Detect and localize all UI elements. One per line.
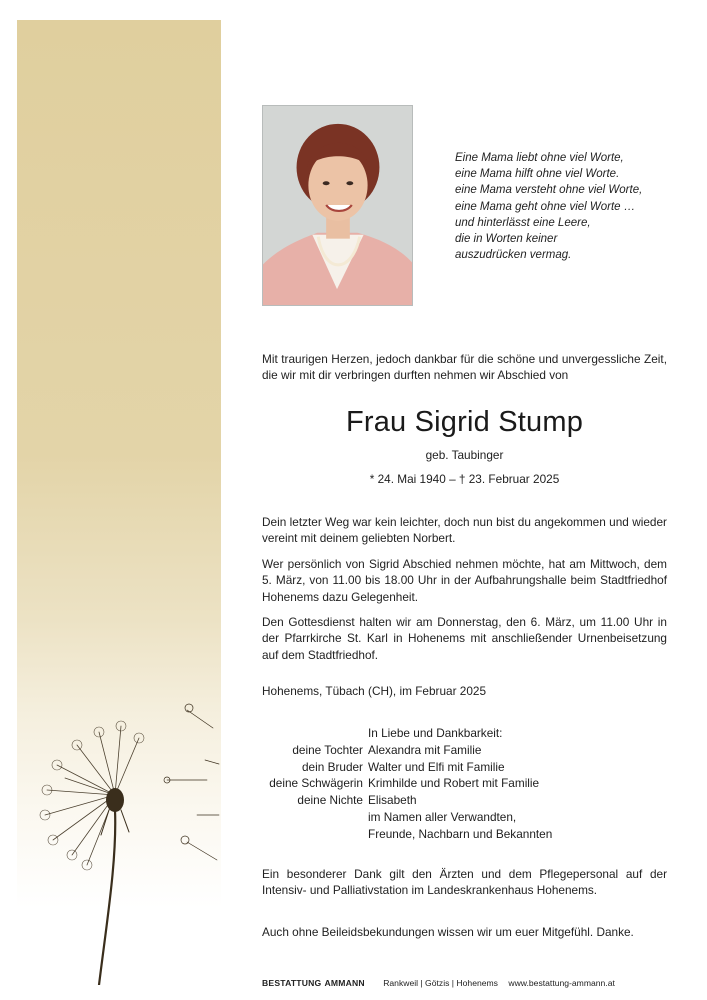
mourner-names: Freunde, Nachbarn und Bekannten	[368, 826, 553, 841]
poem-line: und hinterlässt eine Leere,	[455, 216, 591, 229]
mourner-row	[262, 792, 667, 809]
paragraph-viewing: Wer persönlich von Sigrid Abschied nehmen möchte, hat am Mittwoch, dem 5. März, von 11.00 bis 18.00 Uhr in der Aufbahrungshalle beim Stadtfriedhof Hohenems dazu Gelegenheit.	[262, 557, 667, 604]
mourner-row	[262, 759, 667, 776]
poem-line: eine Mama versteht ohne viel Worte,	[455, 184, 643, 197]
mourner-relation: deine Nichte	[297, 793, 363, 808]
dandelion-illustration	[17, 20, 221, 985]
mourner-row	[262, 809, 667, 826]
paragraph-service: Den Gottesdienst halten wir am Donnerstag, den 6. März, um 11.00 Uhr in der Pfarrkirche St. Karl in Hohenems mit anschließender Urnenbeisetzung auf dem Stadtfriedhof.	[262, 615, 667, 662]
poem-line: die in Worten keiner	[455, 233, 558, 246]
mourner-relation	[262, 826, 368, 843]
poem-line: auszudrücken vermag.	[455, 249, 572, 262]
mourner-relation: dein Bruder	[302, 759, 363, 774]
poem-line: eine Mama hilft ohne viel Worte.	[455, 168, 620, 181]
mourner-row	[262, 725, 667, 742]
funeral-home-brand	[262, 978, 373, 988]
final-note: Auch ohne Beileidsbekundungen wissen wir um euer Mitgefühl. Danke.	[262, 925, 634, 939]
mourner-names: Alexandra mit Familie	[368, 742, 482, 757]
brand-second: AMMANN	[324, 978, 365, 988]
thanks-text: Ein besonderer Dank gilt den Ärzten und dem Pflegepersonal auf der Intensiv- und Palliativstation im Landeskrankenhaus Hohenems.	[262, 867, 667, 898]
mourner-names: In Liebe und Dankbarkeit:	[368, 726, 503, 740]
intro-text: Mit traurigen Herzen, jedoch dankbar für die schöne und unvergessliche Zeit, die wir mit dir verbringen durften nehmen wir Abschied von	[262, 352, 667, 383]
deceased-name: Frau Sigrid Stump	[345, 406, 584, 438]
mourner-relation	[262, 725, 368, 742]
mourners-list	[262, 725, 667, 843]
poem	[455, 150, 685, 263]
maiden-name: geb. Taubinger	[425, 448, 504, 462]
poem-line: eine Mama geht ohne viel Worte …	[455, 200, 636, 213]
brand-first: BESTATTUNG	[262, 978, 322, 988]
mourner-row	[262, 775, 667, 792]
mourner-row	[262, 826, 667, 843]
mourner-names: Krimhilde und Robert mit Familie	[368, 776, 540, 791]
life-dates: * 24. Mai 1940 – † 23. Februar 2025	[369, 472, 560, 486]
footer-locations: Rankweil | Götzis | Hohenems	[383, 978, 498, 988]
footer-website[interactable]: www.bestattung-ammann.at	[508, 978, 615, 988]
mourner-names: Walter und Elfi mit Familie	[368, 759, 505, 774]
mourner-names: im Namen aller Verwandten,	[368, 809, 517, 824]
side-panel	[17, 20, 221, 985]
place-date: Hohenems, Tübach (CH), im Februar 2025	[262, 684, 487, 698]
mourner-relation: deine Schwägerin	[269, 776, 363, 791]
mourner-names: Elisabeth	[368, 793, 417, 808]
paragraph-last-way: Dein letzter Weg war kein leichter, doch nun bist du angekommen und wieder vereint mit deinem geliebten Norbert.	[262, 515, 667, 546]
footer	[262, 978, 667, 988]
mourner-row	[262, 742, 667, 759]
mourner-relation	[262, 809, 368, 826]
mourner-relation: deine Tochter	[292, 742, 363, 757]
poem-line: Eine Mama liebt ohne viel Worte,	[455, 152, 624, 164]
portrait-photo	[262, 105, 413, 306]
